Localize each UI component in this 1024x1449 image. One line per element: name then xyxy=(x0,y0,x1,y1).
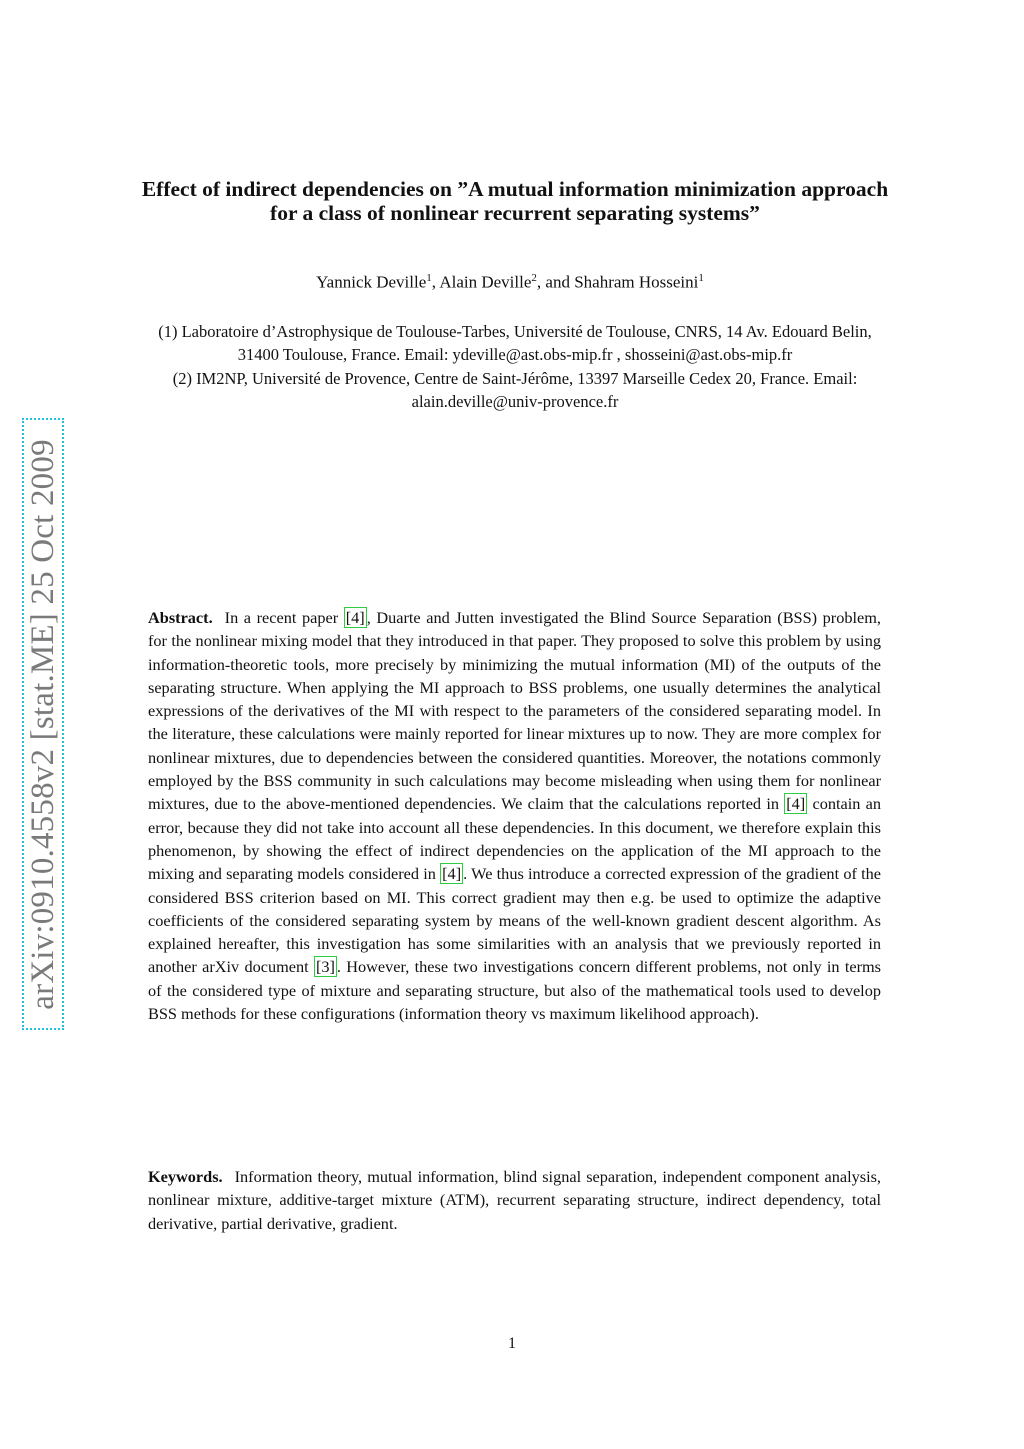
author-list: Yannick Deville$^1$, Alain Deville$^2$, and Shahram Hosseini$^1$ xyxy=(316,272,704,292)
author-name: Yannick Deville xyxy=(316,272,427,292)
affiliation-2: (2) IM2NP, Université de Provence, Centre de Saint-Jérôme, 13397 Marseille Cedex 20, France. Email: alain.deville@univ-provence.fr xyxy=(172,368,858,412)
abstract-label: Abstract. xyxy=(148,608,213,627)
affiliations xyxy=(140,320,890,414)
citation-link[interactable]: [3] xyxy=(315,957,335,977)
abstract: Abstract. In a recent paper [4] , Duarte and Jutten investigated the Blind Source Separation (BSS) problem, for the nonlinear mixing model that they introduced in that paper. They proposed to solve this problem by using information-theoretic tools, more precisely by minimizing the mutual information (MI) of the outputs of the separating structure. When applying the MI approach to BSS problems, one usually determines the analytical expressions of the derivatives of the MI with respect to the parameters of the considered separating model. In the literature, these calculations were mainly reported for linear mixtures up to now. They are more complex for nonlinear mixtures, due to dependencies between the considered quantities. Moreover, the notations commonly employed by the BSS community in such calculations may become misleading when using them for nonlinear mixtures, due to the above-mentioned dependencies. We claim that the calculations reported in [4] contain an error, because they did not take into account all these dependencies. In this document, we therefore explain this phenomenon, by showing the effect of indirect dependencies on the application of the MI approach to the mixing and separating models considered in [4] . We thus introduce a corrected expression of the gradient of the considered BSS criterion based on MI. This correct gradient may then e.g. be used to optimize the adaptive coefficients of the considered separating system by means of the well-known gradient descent algorithm. As explained hereafter, this investigation has some similarities with an analysis that we previously reported in another arXiv document [3] . However, these two investigations concern different problems, not only in terms of the considered type of mixture and separating structure, but also of the mathematical tools used to develop BSS methods for these configurations (information theory vs maximum likelihood approach). xyxy=(148,608,882,1024)
author-name: Shahram Hosseini xyxy=(574,272,699,292)
citation-link[interactable]: [4] xyxy=(442,864,462,884)
keywords xyxy=(148,1165,881,1235)
affiliation-marker: 1 xyxy=(426,272,432,284)
paper-title: Effect of indirect dependencies on ”A mutual information minimization approach for a class of nonlinear recurrent separating systems” xyxy=(141,177,889,225)
page-number: 1 xyxy=(508,1335,516,1352)
arxiv-identifier-text: arXiv:0910.4558v2 [stat.ME] 25 Oct 2009 xyxy=(24,438,61,1010)
affiliation-1: (1) Laboratoire d’Astrophysique de Toulouse-Tarbes, Université de Toulouse, CNRS, 14 Av. Edouard Belin, 31400 Toulouse, France. Email: ydeville@ast.obs-mip.fr , shosseini@ast.obs-mip.fr xyxy=(158,322,872,365)
author-name: Alain Deville xyxy=(439,272,532,292)
citation-link[interactable]: [4] xyxy=(345,608,365,627)
arxiv-identifier-stamp xyxy=(22,418,64,1030)
keywords-label: Keywords. xyxy=(148,1167,223,1186)
affiliation-marker: 2 xyxy=(531,272,537,284)
keywords-text: Information theory, mutual information, blind signal separation, independent component analysis, nonlinear mixture, additive-target mixture (ATM), recurrent separating structure, indirect dependency, total derivative, partial derivative, gradient. xyxy=(148,1167,881,1233)
affiliation-marker: 1 xyxy=(698,272,704,284)
citation-link[interactable]: [4] xyxy=(786,794,806,814)
